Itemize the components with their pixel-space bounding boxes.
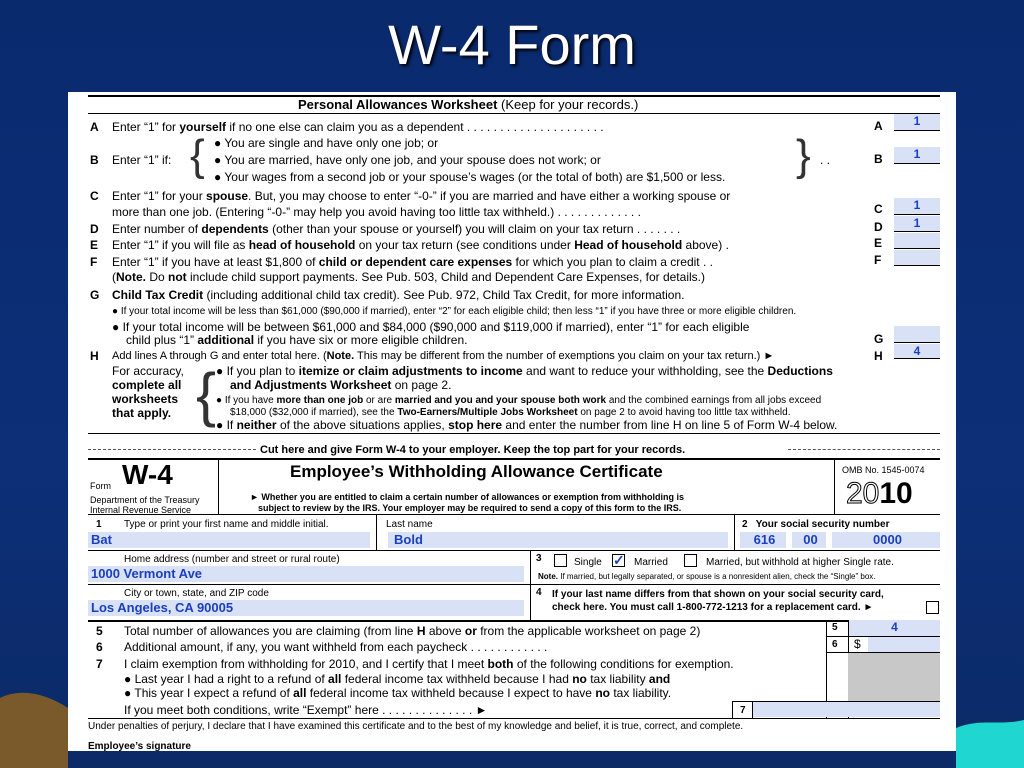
- form-word: Form: [90, 481, 111, 491]
- slide-title: W-4 Form: [388, 13, 636, 76]
- line-5-value[interactable]: 4: [849, 620, 940, 636]
- line-f-text: Enter “1” if you have at least $1,800 of child or dependent care expenses for which you plan to claim a credit . .: [112, 255, 713, 269]
- line-b-bullet-1: ● You are single and have only one job; or: [214, 136, 439, 150]
- line-5-num: 5: [96, 624, 103, 638]
- line-1-label: Type or print your first name and middle initial.: [124, 519, 329, 530]
- line-b-bullet-2: ● You are married, have only one job, and your spouse does not work; or: [214, 153, 601, 167]
- single-checkbox[interactable]: [554, 554, 567, 567]
- name-differs-checkbox[interactable]: [926, 601, 939, 614]
- line-h-value[interactable]: 4: [894, 344, 940, 358]
- perjury-statement: Under penalties of perjury, I declare that I have examined this certificate and to the best of my knowledge and belief, it is true, correct, and complete.: [88, 721, 744, 732]
- line-b-dots: . .: [820, 153, 831, 167]
- accuracy-side-3: worksheets: [112, 392, 179, 406]
- brace-right: }: [796, 131, 811, 180]
- check-icon: ✓: [613, 552, 625, 568]
- form-name: W-4: [122, 459, 173, 490]
- married-checkbox[interactable]: [612, 554, 625, 567]
- form-subtitle-2: subject to review by the IRS. Your employer may be required to send a copy of this form to the IRS.: [258, 503, 682, 513]
- line-7-bullet-1: ● Last year I had a right to a refund of all federal income tax withheld because I had no tax liability and: [124, 672, 671, 686]
- line-4-num: 4: [536, 587, 542, 598]
- line-b-text: Enter “1” if:: [112, 153, 172, 167]
- first-name-field[interactable]: Bat: [88, 532, 370, 548]
- line-a-value[interactable]: 1: [894, 114, 940, 130]
- ssn-part-1[interactable]: 616: [740, 532, 786, 548]
- married-higher-checkbox[interactable]: [684, 554, 697, 567]
- department-1: Department of the Treasury: [90, 495, 200, 505]
- accuracy-side-4: that apply.: [112, 406, 172, 420]
- accuracy-bullet-3: ● If neither of the above situations applies, stop here and enter the number from line H on line 5 of Form W-4 below.: [216, 418, 838, 432]
- brace-left: {: [190, 131, 205, 180]
- line-5-text: Total number of allowances you are claiming (from line H above or from the applicable worksheet on page 2): [124, 624, 701, 638]
- cut-instruction: Cut here and give Form W-4 to your employer. Keep the top part for your records.: [260, 444, 686, 456]
- line-h-key: H: [874, 349, 883, 363]
- line-h-text: Add lines A through G and enter total here. (Note. This may be different from the number of exemptions you claim on your tax return.) ►: [112, 350, 775, 362]
- line-f-key: F: [874, 253, 882, 267]
- line-c-text2: more than one job. (Entering “-0-” may help you avoid having too little tax withheld.) . . . . . . . . . . . . .: [112, 205, 641, 219]
- form-title: Employee’s Withholding Allowance Certificate: [290, 462, 663, 481]
- line-g-bullet-1: ● If your total income will be less than $61,000 ($90,000 if married), enter “2” for each eligible child; then less “1” if you have three or more eligible children.: [112, 306, 797, 317]
- line-d-letter: D: [90, 222, 99, 236]
- form-year: 2010: [846, 477, 913, 510]
- last-name-field[interactable]: Bold: [388, 532, 728, 548]
- line-c-key: C: [874, 202, 883, 216]
- city-label: City or town, state, and ZIP code: [124, 588, 269, 599]
- line-a-key: A: [874, 119, 883, 133]
- line-f-letter: F: [90, 255, 98, 269]
- line-f-text2: (Note. Do not include child support payments. See Pub. 503, Child and Dependent Care Expenses, for details.): [112, 270, 705, 284]
- city-field[interactable]: Los Angeles, CA 90005: [88, 600, 524, 616]
- line-g-bullet-2b: child plus “1” additional if you have six or more eligible children.: [126, 333, 468, 347]
- line-7-text: I claim exemption from withholding for 2010, and I certify that I meet both of the following conditions for exemption.: [124, 657, 734, 671]
- line-6-text: Additional amount, if any, you want withheld from each paycheck . . . . . . . . . . . .: [124, 640, 548, 654]
- signature-label: Employee’s signature: [88, 741, 191, 751]
- line-g-key: G: [874, 332, 884, 346]
- department-2: Internal Revenue Service: [90, 505, 192, 515]
- line-h-letter: H: [90, 349, 99, 363]
- line-d-text: Enter number of dependents (other than your spouse or yourself) you will claim on your tax return . . . . . . .: [112, 222, 681, 236]
- line-b-bullet-3: ● Your wages from a second job or your spouse’s wages (or the total of both) are $1,500 or less.: [214, 170, 726, 184]
- line-1-num: 1: [96, 519, 102, 530]
- line-7-bullet-2: ● This year I expect a refund of all federal income tax withheld because I expect to have no tax liability.: [124, 686, 672, 700]
- line-7-box: 7: [740, 705, 746, 716]
- line-b-key: B: [874, 152, 883, 166]
- shaded-area: [848, 653, 940, 701]
- line-6-num: 6: [96, 640, 103, 654]
- address-field[interactable]: 1000 Vermont Ave: [88, 566, 524, 582]
- form-subtitle-1: ► Whether you are entitled to claim a certain number of allowances or exemption from withholding is: [250, 492, 684, 502]
- line-5-box: 5: [832, 622, 838, 633]
- last-name-label: Last name: [386, 519, 433, 530]
- accuracy-bullet-1: ● If you plan to itemize or claim adjustments to income and want to reduce your withholding, see the Deductions: [216, 364, 833, 378]
- line-b-value[interactable]: 1: [894, 147, 940, 163]
- accuracy-bullet-2: ● If you have more than one job or are married and you and your spouse both work and the combined earnings from all jobs exceed: [216, 395, 822, 406]
- w4-document: [68, 92, 956, 751]
- omb-number: OMB No. 1545-0074: [842, 465, 925, 475]
- line-c-value[interactable]: 1: [894, 198, 940, 214]
- worksheet-title: Personal Allowances Worksheet (Keep for your records.): [298, 97, 639, 112]
- line-a-text: Enter “1” for yourself if no one else can claim you as a dependent . . . . . . . . . . . . . . . . . . . . .: [112, 120, 604, 134]
- line-4-text-1: If your last name differs from that shown on your social security card,: [552, 589, 884, 600]
- line-3-note: Note. If married, but legally separated, or spouse is a nonresident alien, check the “Single” box.: [538, 572, 876, 581]
- line-a-letter: A: [90, 120, 99, 134]
- line-g-text: Child Tax Credit (including additional child tax credit). See Pub. 972, Child Tax Credit, for more information.: [112, 288, 685, 302]
- line-7-value[interactable]: [753, 702, 940, 717]
- married-label: Married: [634, 557, 668, 568]
- line-f-value[interactable]: [894, 250, 940, 265]
- accuracy-bullet-1b: and Adjustments Worksheet on page 2.: [230, 378, 452, 392]
- line-e-value[interactable]: [894, 233, 940, 248]
- line-6-box: 6: [832, 639, 838, 650]
- line-g-letter: G: [90, 288, 100, 302]
- ssn-part-2[interactable]: 00: [792, 532, 826, 548]
- married-higher-label: Married, but withhold at higher Single rate.: [706, 557, 894, 568]
- single-label: Single: [574, 557, 602, 568]
- accuracy-bullet-2b: $18,000 ($32,000 if married), see the Two-Earners/Multiple Jobs Worksheet on page 2 to avoid having too little tax withheld.: [230, 407, 791, 418]
- line-g-value[interactable]: [894, 326, 940, 342]
- line-6-value[interactable]: [868, 637, 940, 652]
- accuracy-brace: {: [196, 361, 217, 428]
- accuracy-side-2: complete all: [112, 378, 182, 392]
- line-d-key: D: [874, 220, 883, 234]
- ssn-part-3[interactable]: 0000: [832, 532, 940, 548]
- line-e-key: E: [874, 236, 883, 250]
- line-2-label: 2 Your social security number: [742, 519, 890, 530]
- dollar-sign: $: [854, 637, 861, 651]
- line-7-exempt: If you meet both conditions, write “Exempt” here . . . . . . . . . . . . . . ►: [124, 703, 488, 717]
- address-label: Home address (number and street or rural route): [124, 554, 340, 565]
- line-e-letter: E: [90, 238, 99, 252]
- line-e-text: Enter “1” if you will file as head of household on your tax return (see conditions under Head of household above) .: [112, 238, 729, 252]
- line-3-num: 3: [536, 553, 542, 564]
- accuracy-side-1: For accuracy,: [112, 364, 184, 378]
- line-4-text-2: check here. You must call 1-800-772-1213 for a replacement card. ►: [552, 602, 874, 613]
- line-c-text: Enter “1” for your spouse. But, you may choose to enter “-0-” if you are married and have either a working spouse or: [112, 189, 731, 203]
- line-b-letter: B: [90, 153, 99, 167]
- line-c-letter: C: [90, 189, 99, 203]
- line-d-value[interactable]: 1: [894, 216, 940, 231]
- line-7-num: 7: [96, 657, 103, 671]
- line-g-bullet-2: ● If your total income will be between $61,000 and $84,000 ($90,000 and $119,000 if married), enter “1” for each eligible: [112, 320, 750, 334]
